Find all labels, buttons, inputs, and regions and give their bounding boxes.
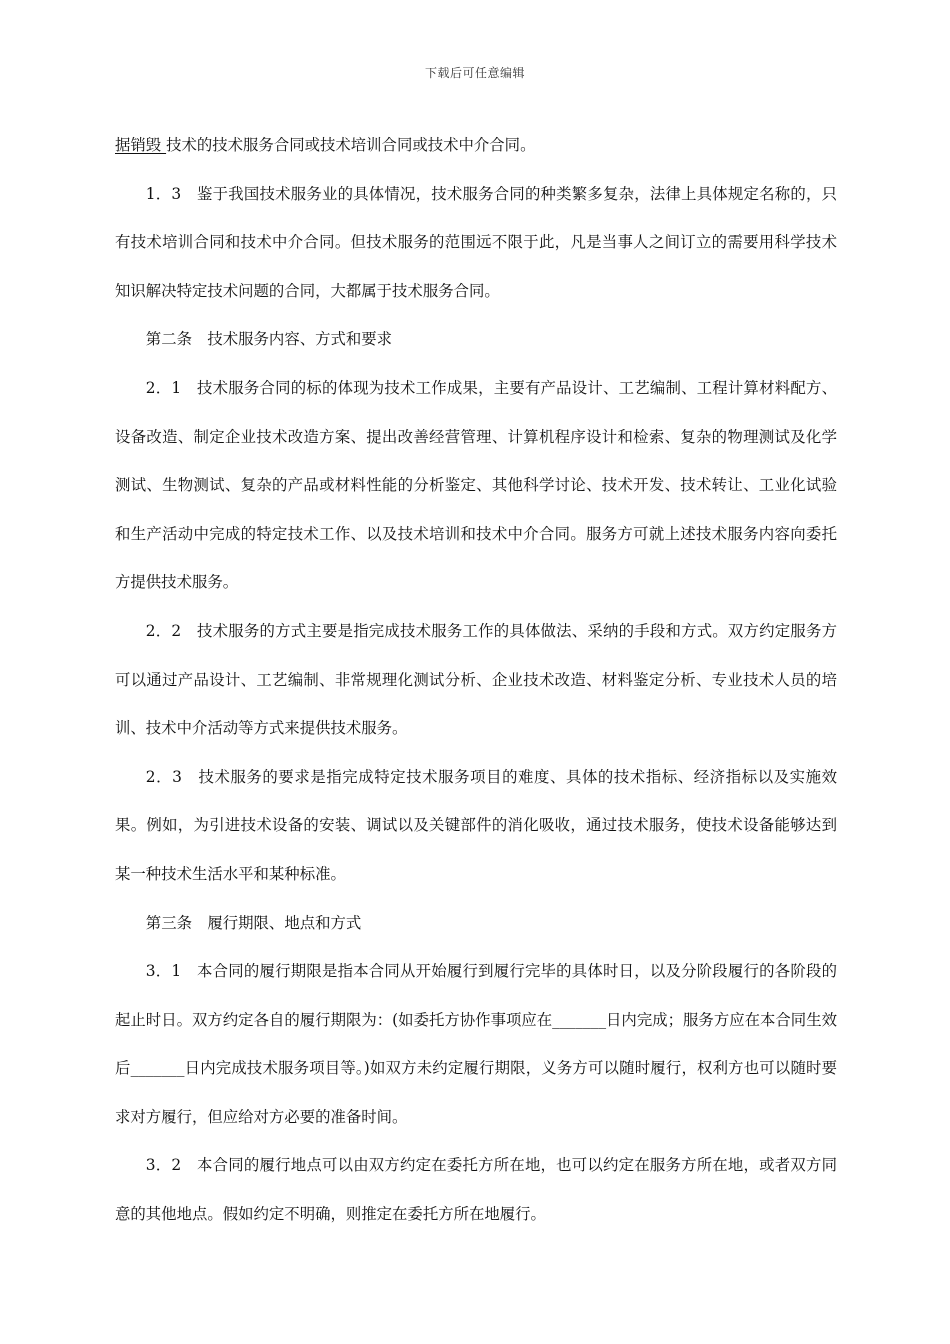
paragraph-2-3: 2．3 技术服务的要求是指完成特定技术服务项目的难度、具体的技术指标、经济指标以及实施效果。例如，为引进技术设备的安装、调试以及关键部件的消化吸收，通过技术服务，使技术设备能够达到某一种技术生活水平和某种标准。 (115, 767, 837, 883)
paragraph-3-1: 3．1 本合同的履行期限是指本合同从开始履行到履行完毕的具体时日，以及分阶段履行的各阶段的起止时日。双方约定各自的履行期限为：(如委托方协作事项应在_______日内完成；服务方应在本合同生效后_______日内完成技术服务项目等。)如双方未约定履行期限，义务方可以随时履行，权利方也可以随时要求对方履行，但应给对方必要的准备时间。 (115, 962, 837, 1126)
paragraph-text: 技术的技术服务合同或技术培训合同或技术中介合同。 (166, 136, 536, 154)
page-header: 下载后可任意编辑 (424, 66, 525, 80)
underlined-text: 据销毁 (115, 136, 167, 154)
document-body (115, 121, 837, 1239)
paragraph-2-2: 2．2 技术服务的方式主要是指完成技术服务工作的具体做法、采纳的手段和方式。双方约定服务方可以通过产品设计、工艺编制、非常规理化测试分析、企业技术改造、材料鉴定分析、专业技术人员的培训、技术中介活动等方式来提供技术服务。 (115, 621, 837, 738)
paragraph-continuation (115, 121, 837, 170)
paragraph-1-3: 1．3 鉴于我国技术服务业的具体情况，技术服务合同的种类繁多复杂，法律上具体规定名称的，只有技术培训合同和技术中介合同。但技术服务的范围远不限于此，凡是当事人之间订立的需要用科学技术知识解决特定技术问题的合同，大都属于技术服务合同。 (115, 184, 837, 300)
paragraph-3-2: 3．2 本合同的履行地点可以由双方约定在委托方所在地，也可以约定在服务方所在地，或者双方同意的其他地点。假如约定不明确，则推定在委托方所在地履行。 (115, 1156, 837, 1224)
paragraph-2-1: 2．1 技术服务合同的标的体现为技术工作成果，主要有产品设计、工艺编制、工程计算材料配方、设备改造、制定企业技术改造方案、提出改善经营管理、计算机程序设计和检索、复杂的物理测试及化学测试、生物测试、复杂的产品或材料性能的分析鉴定、其他科学讨论、技术开发、技术转让、工业化试验和生产活动中完成的特定技术工作、以及技术培训和技术中介合同。服务方可就上述技术服务内容向委托方提供技术服务。 (115, 378, 837, 592)
section-heading-article-2: 第二条 技术服务内容、方式和要求 (145, 330, 393, 349)
section-heading-article-3: 第三条 履行期限、地点和方式 (145, 913, 362, 932)
